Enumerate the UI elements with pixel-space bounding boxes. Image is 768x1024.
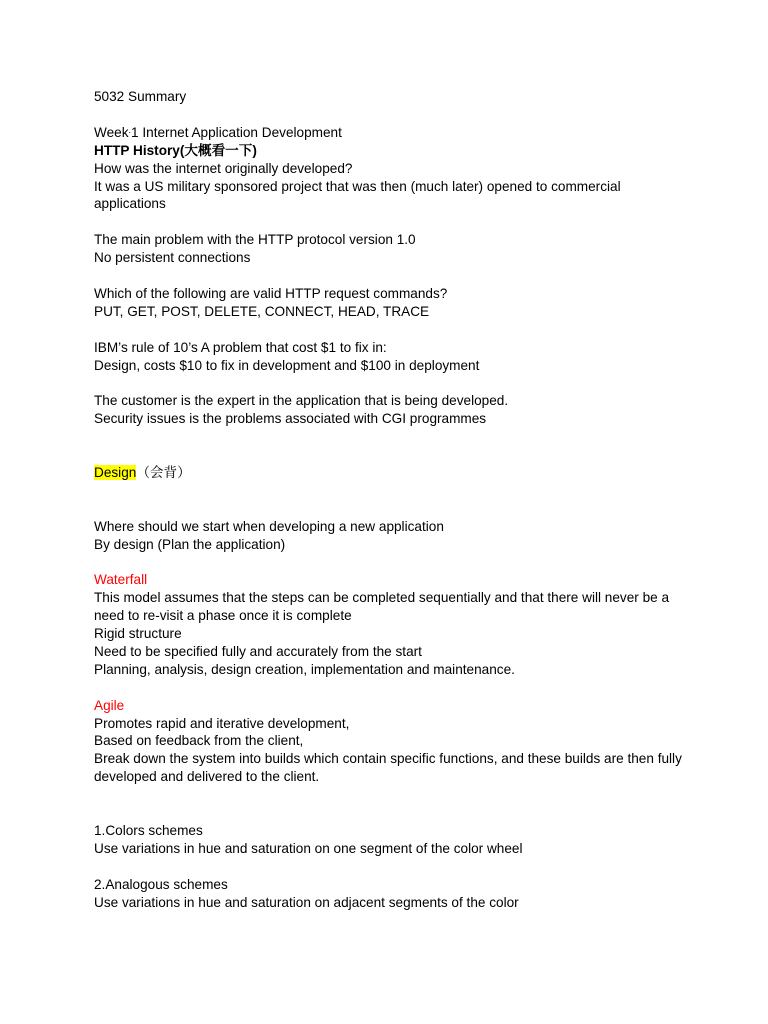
q3-question: Which of the following are valid HTTP request commands? — [94, 285, 448, 301]
http-history-heading: HTTP History(大概看一下) — [94, 142, 257, 158]
spacer — [94, 267, 694, 285]
design-heading-line — [94, 464, 694, 482]
waterfall-heading: Waterfall — [94, 572, 148, 588]
q1-answer: It was a US military sponsored project that was then (much later) opened to commercial applications — [94, 178, 621, 212]
q1-question: How was the internet originally developed? — [94, 160, 353, 176]
spacer — [94, 482, 694, 518]
waterfall-line: This model assumes that the steps can be completed sequentially and that there will never be a need to re-visit a phase once it is complete — [94, 590, 670, 624]
q2-question: The main problem with the HTTP protocol version 1.0 — [94, 232, 416, 248]
analogous-description: Use variations in hue and saturation on adjacent segments of the color — [94, 894, 519, 910]
spacer — [94, 858, 694, 876]
spacer — [94, 428, 694, 464]
colors-description: Use variations in hue and saturation on one segment of the color wheel — [94, 840, 523, 856]
q3-answer: PUT, GET, POST, DELETE, CONNECT, HEAD, TRACE — [94, 303, 430, 319]
security-statement: Security issues is the problems associated with CGI programmes — [94, 411, 487, 427]
q4-answer: Design, costs $10 to fix in development and $100 in deployment — [94, 357, 480, 373]
spacer — [94, 786, 694, 822]
q2-answer: No persistent connections — [94, 250, 251, 266]
waterfall-line: Rigid structure — [94, 626, 182, 642]
week-dot: . — [128, 124, 132, 135]
spacer — [94, 106, 694, 124]
week-heading-rest: 1 Internet Application Development — [131, 124, 342, 140]
spacer — [94, 679, 694, 697]
waterfall-line: Planning, analysis, design creation, implementation and maintenance. — [94, 661, 515, 677]
waterfall-line: Need to be specified fully and accurately from the start — [94, 643, 422, 659]
spacer — [94, 213, 694, 231]
agile-heading: Agile — [94, 697, 125, 713]
design-question: Where should we start when developing a new application — [94, 518, 444, 534]
analogous-heading: 2.Analogous schemes — [94, 876, 228, 892]
agile-line: Promotes rapid and iterative development, — [94, 715, 350, 731]
agile-line: Based on feedback from the client, — [94, 733, 304, 749]
document-body — [94, 88, 694, 912]
colors-heading: 1.Colors schemes — [94, 823, 203, 838]
spacer — [94, 553, 694, 571]
spacer — [94, 321, 694, 339]
week-heading — [94, 124, 694, 142]
customer-statement: The customer is the expert in the application that is being developed. — [94, 393, 509, 409]
q4-question: IBM’s rule of 10’s A problem that cost $1 to fix in: — [94, 339, 387, 355]
week-heading-prefix: Week — [94, 124, 129, 140]
design-answer: By design (Plan the application) — [94, 536, 286, 552]
document-title: 5032 Summary — [94, 89, 187, 104]
spacer — [94, 374, 694, 392]
design-heading: Design — [94, 464, 137, 480]
agile-line: Break down the system into builds which contain specific functions, and these builds are then fully developed and delivered to the client. — [94, 751, 682, 785]
design-note: （会背） — [136, 464, 191, 480]
